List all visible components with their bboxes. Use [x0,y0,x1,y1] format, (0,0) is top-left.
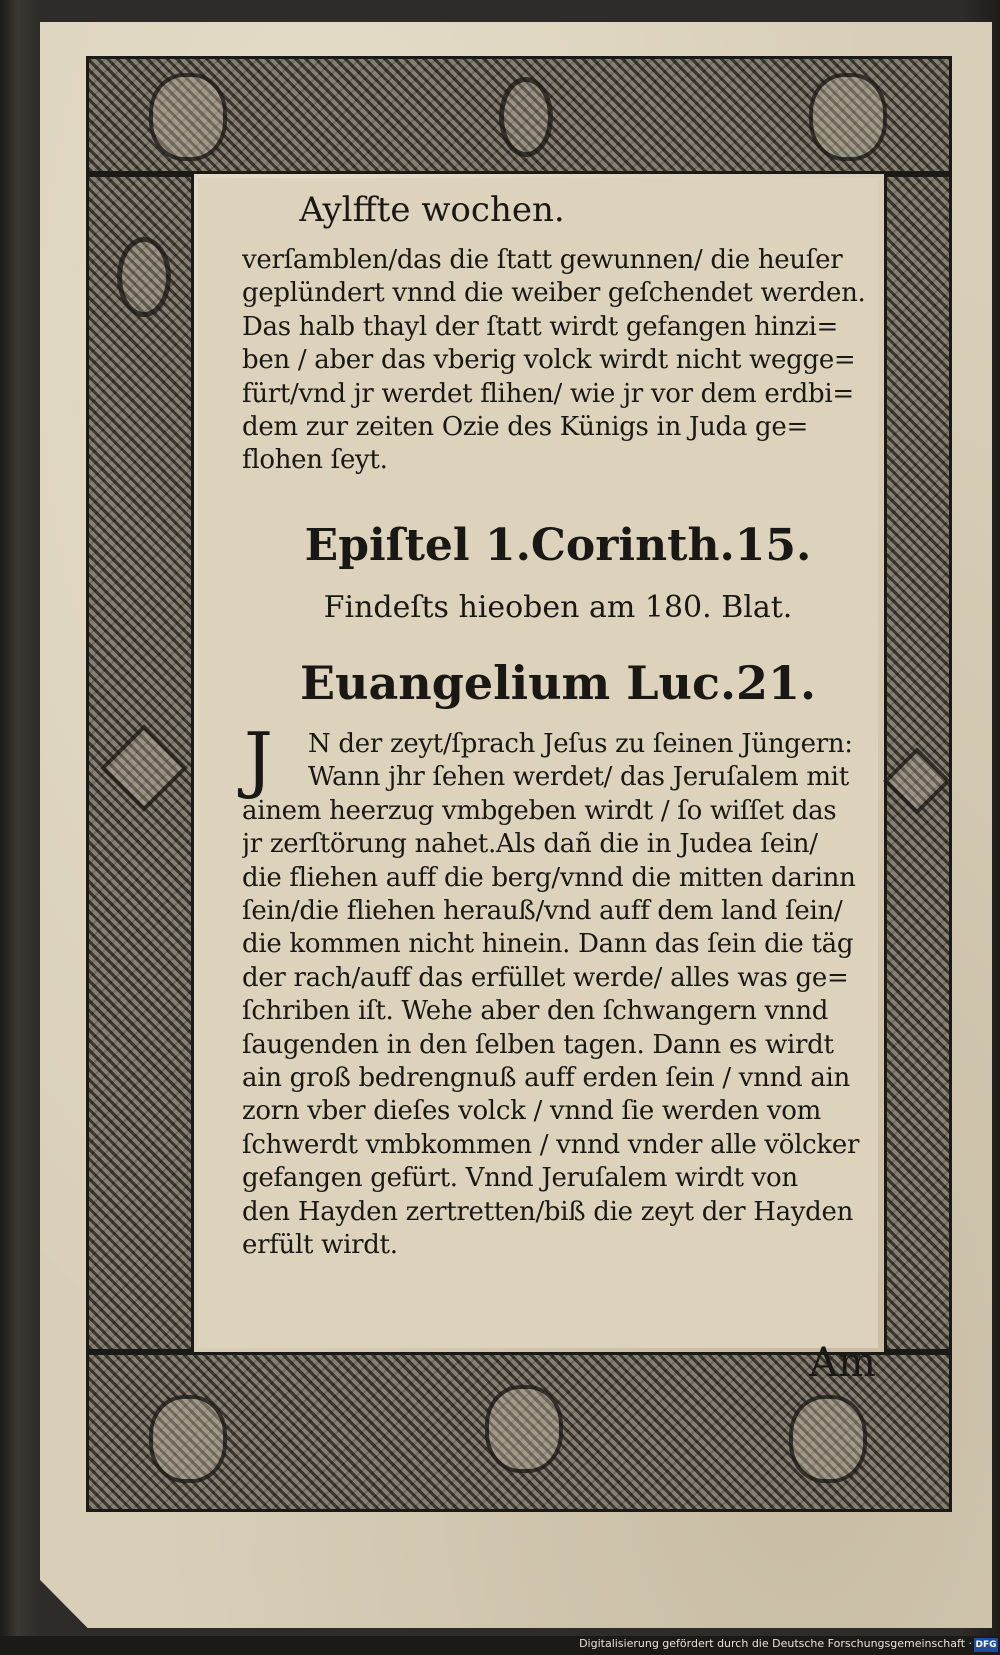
diamond-ornament-icon [100,724,188,812]
gospel-heading: Euangelium Luc.21. [299,656,817,710]
dfg-logo-icon: DFG [975,1640,997,1650]
text-line: den Hayden zertretten/biß die zeyt der Hayden [242,1196,854,1227]
woodcut-border-top [86,56,952,174]
woodcut-border-right [884,174,952,1352]
text-line: geplündert vnnd die weiber geſchendet werden. [242,278,866,309]
text-line: ainem heerzug vmbgeben wirdt / ſo wiſſet das [242,795,837,826]
running-head: Aylffte wochen. [299,190,565,230]
text-line: ſchriben iſt. Wehe aber den ſchwangern vnnd [242,996,829,1027]
text-line: dem zur zeiten Ozie des Künigs in Juda ge= [242,412,808,443]
face-ornament-icon [485,1385,563,1473]
catchword: Am [809,1340,876,1386]
text-line: flohen ſeyt. [242,445,388,476]
paragraph-continuation [242,244,874,478]
text-line: ſchwerdt vmbkommen / vnnd vnder alle völcker [242,1129,860,1160]
text-line: Wann jhr ſehen werdet/ das Jeruſalem mit [308,762,849,793]
gospel-paragraph [242,717,874,1263]
text-line: verſamblen/das die ſtatt gewunnen/ die heuſer [242,245,843,275]
digitization-credit: Digitalisierung gefördert durch die Deutsche Forschungsgemeinschaft · [579,1637,972,1650]
text-line: ſein/die fliehen herauß/vnd auff dem land ſein/ [242,896,843,927]
text-line: die kommen nicht hinein. Dann das ſein die täg [242,929,854,960]
text-line: die fliehen auff die berg/vnnd die mitten darinn [242,862,856,893]
text-line: jr zerſtörung nahet.Als dañ die in Judea ſein/ [242,829,818,860]
griffin-ornament-icon [809,73,887,161]
vase-ornament-icon [117,237,171,317]
text-line: erfült wirdt. [242,1230,398,1261]
text-line: ben / aber das vberig volck wirdt nicht wegge= [242,345,856,376]
beast-ornament-icon [789,1395,867,1483]
text-line: N der zeyt/ſprach Jeſus zu ſeinen Jüngern: [308,729,853,759]
text-line: gefangen gefürt. Vnnd Jeruſalem wirdt von [242,1163,798,1194]
bird-ornament-icon [149,73,227,161]
initial-letter: J [244,717,273,801]
woodcut-border-left [86,174,194,1352]
oval-ornament-icon [499,77,553,157]
text-line: zorn vber dieſes volck / vnnd ſie werden vom [242,1096,822,1127]
text-line: der rach/auff das erfüllet werde/ alles was ge= [242,962,849,993]
diamond-ornament-icon [883,747,951,815]
epistle-reference: Findeſts hieoben am 180. Blat. [323,590,793,625]
text-line: fürt/vnd jr werdet flihen/ wie jr vor dem erdbi= [242,378,854,409]
text-line: ſaugenden in den ſelben tagen. Dann es wirdt [242,1029,834,1060]
text-line: ain groß bedrengnuß auff erden ſein / vnnd ain [242,1063,851,1094]
text-line: Das halb thayl der ſtatt wirdt gefangen hinzi= [242,311,838,342]
epistle-heading: Epiſtel 1.Corinth.15. [304,520,812,571]
lion-ornament-icon [149,1395,227,1483]
